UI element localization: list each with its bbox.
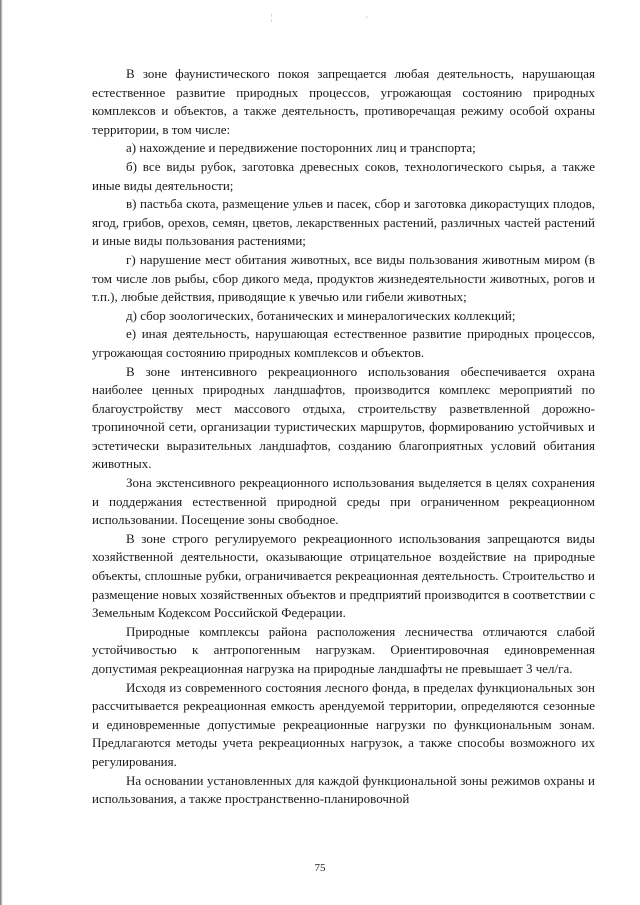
paragraph-regulated-zone: В зоне строго регулируемого рекреационного использования запрещаются виды хозяйственной деятельности, оказывающие отрицательное воздействие на природные объекты, сплошные рубки, ограничивается рекреационная деятельность. Строительство и размещение новых хозяйственных объектов и предприятий производится в соответствии с Земельным Кодексом Российской Федерации. [92, 530, 595, 621]
page-number: 75 [314, 862, 326, 874]
list-item-d: г) нарушение мест обитания животных, все виды пользования животным миром (в том числе лов рыбы, сбор дикого меда, продуктов жизнедеятельности животных, рогов и т.п.), любые действия, приводящие к увечью или гибели животных; [92, 251, 595, 305]
scan-left-edge [0, 0, 3, 905]
paragraph-fauna-zone: В зоне фаунистического покоя запрещается любая деятельность, нарушающая естественное развитие природных процессов, угрожающая состоянию природных комплексов и объектов, а также деятельность, противоречащая режиму особой охраны территории, в том числе: [92, 66, 595, 137]
paragraph-regimes: На основании установленных для каждой функциональной зоны режимов охраны и использования, а также пространственно-планировочной [92, 772, 595, 807]
list-item-c: в) пастьба скота, размещение ульев и пасек, сбор и заготовка дикорастущих плодов, ягод, грибов, орехов, семян, цветов, лекарственных растений, различных частей растений и иные виды пользования растениями; [92, 196, 595, 249]
paragraph-extensive-zone: Зона экстенсивного рекреационного использования выделяется в целях сохранения и поддержания естественной природной среды при ограниченном рекреационном использовании. Посещение зоны свободное. [92, 475, 595, 528]
list-item-a: а) нахождение и передвижение посторонних лиц и транспорта; [126, 140, 476, 156]
scan-artifact: ʹ [366, 15, 368, 24]
paragraph-intensive-zone: В зоне интенсивного рекреационного использования обеспечивается охрана наиболее ценных природных ландшафтов, производится комплекс мероприятий по благоустройству мест массового отдыха, строительству разветвленной дорожно-тропиночной сети, организации туристических маршрутов, формированию устойчивых и эстетически выразительных ландшафтов, созданию благоприятных условий обитания животных. [92, 363, 595, 472]
list-item-b: б) все виды рубок, заготовка древесных соков, технологического сырья, а также иные виды деятельности; [92, 158, 595, 193]
list-item-f: е) иная деятельность, нарушающая естественное развитие природных процессов, угрожающая состоянию природных комплексов и объектов. [92, 326, 595, 360]
scan-artifact: ¦ [271, 13, 273, 22]
paragraph-recreational-capacity: Исходя из современного состояния лесного фонда, в пределах функциональных зон рассчитывается рекреационная емкость арендуемой территории, определяются сезонные и единовременные допустимые рекреационные нагрузки по функциональным зонам. Предлагаются методы учета рекреационных нагрузок, а также способы возможного их регулирования. [92, 679, 595, 769]
document-body [92, 65, 595, 809]
paragraph-natural-complexes: Природные комплексы района расположения лесничества отличаются слабой устойчивостью к антропогенным нагрузкам. Ориентировочная единовременная допустимая рекреационная нагрузка на природные ландшафты не превышает 3 чел/га. [92, 623, 595, 676]
list-item-e: д) сбор зоологических, ботанических и минералогических коллекций; [126, 307, 516, 323]
